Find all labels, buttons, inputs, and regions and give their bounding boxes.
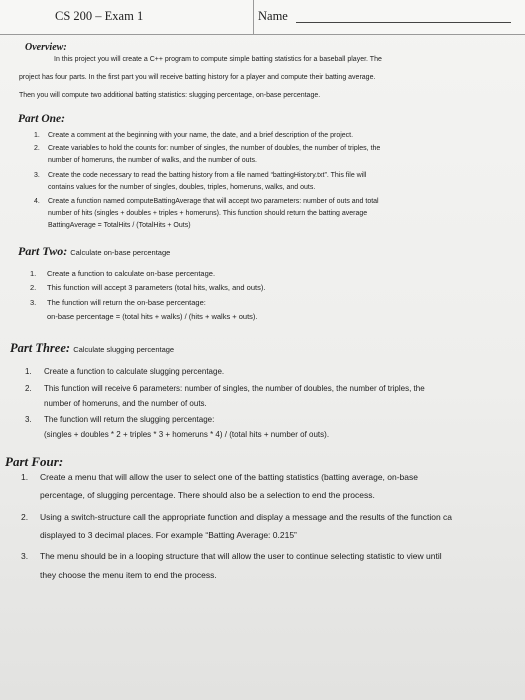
part-four-heading: Part Four:: [5, 454, 64, 469]
item-number: 3.: [21, 551, 29, 561]
item-number: 3.: [34, 172, 40, 179]
part-three-heading: [10, 341, 174, 356]
item-text: This function will receive 6 parameters: number of singles, the number of doubles, the number of triples, the: [44, 384, 425, 393]
overview-heading: Overview:: [25, 42, 67, 53]
part-three-subtitle: Calculate slugging percentage: [73, 345, 175, 354]
item-number: 4.: [34, 198, 40, 205]
name-label: Name: [258, 9, 288, 23]
part-two-heading: [18, 244, 170, 259]
exam-header: [0, 0, 525, 35]
item-text: (singles + doubles * 2 + triples * 3 + homeruns * 4) / (total hits + number of outs).: [44, 430, 330, 439]
item-number: 3.: [25, 415, 32, 424]
item-text: This function will accept 3 parameters (total hits, walks, and outs).: [47, 283, 266, 292]
item-text: Create a menu that will allow the user to select one of the batting statistics (batting average, on-base: [40, 472, 418, 482]
name-box: [253, 0, 525, 34]
item-text: BattingAverage = TotalHits / (TotalHits + Outs): [48, 222, 191, 229]
item-text: Create variables to hold the counts for: number of singles, the number of doubles, the number of triples, the: [48, 145, 381, 152]
item-text: number of homeruns, the number of walks, and the number of outs.: [48, 157, 257, 164]
item-text: The function will return the on-base percentage:: [47, 298, 206, 307]
item-number: 2.: [25, 384, 32, 393]
part-three-title: Part Three:: [10, 341, 71, 355]
item-text: displayed to 3 decimal places. For example “Batting Average: 0.215”: [40, 530, 297, 540]
item-text: The menu should be in a looping structure that will allow the user to continue selecting statistic to view until: [40, 551, 442, 561]
item-text: Create a comment at the beginning with your name, the date, and a brief description of the project.: [48, 132, 354, 139]
item-number: 2.: [30, 283, 37, 292]
item-text: Create a function named computeBattingAverage that will accept two parameters: number of outs and total: [48, 198, 379, 205]
part-two-title: Part Two:: [18, 244, 68, 258]
item-number: 1.: [34, 132, 40, 139]
item-text: The function will return the slugging percentage:: [44, 415, 215, 424]
item-text: Create a function to calculate on-base percentage.: [47, 269, 216, 278]
overview-line: In this project you will create a C++ program to compute simple batting statistics for a baseball player. The: [54, 56, 382, 63]
item-number: 1.: [25, 367, 32, 376]
name-line: [296, 22, 511, 23]
item-text: contains values for the number of singles, doubles, triples, homeruns, walks, and outs.: [48, 184, 316, 191]
overview-line: Then you will compute two additional batting statistics: slugging percentage, on-base percentage.: [19, 92, 321, 99]
item-text: Create a function to calculate slugging percentage.: [44, 367, 225, 376]
item-number: 3.: [30, 298, 37, 307]
part-one-heading: Part One:: [18, 113, 65, 125]
item-text: Using a switch-structure call the appropriate function and display a message and the results of the function ca: [40, 512, 453, 522]
item-text: percentage, of slugging percentage. There should also be a selection to end the process.: [40, 490, 375, 500]
item-number: 1.: [30, 269, 37, 278]
item-text: number of hits (singles + doubles + triples + homeruns). This function should return the batting average: [48, 210, 368, 217]
overview-line: project has four parts. In the first part you will receive batting history for a player and compute their batting average.: [19, 74, 376, 81]
course-title: CS 200 – Exam 1: [55, 9, 144, 23]
item-text: Create the code necessary to read the batting history from a file named “battingHistory.txt”. This file will: [48, 172, 367, 179]
item-number: 2.: [34, 145, 40, 152]
item-text: they choose the menu item to end the process.: [40, 570, 217, 580]
item-text: number of homeruns, and the number of outs.: [44, 399, 207, 408]
item-number: 1.: [21, 472, 29, 482]
item-text: on-base percentage = (total hits + walks) / (hits + walks + outs).: [47, 312, 258, 321]
item-number: 2.: [21, 512, 29, 522]
part-two-subtitle: Calculate on-base percentage: [70, 248, 171, 257]
